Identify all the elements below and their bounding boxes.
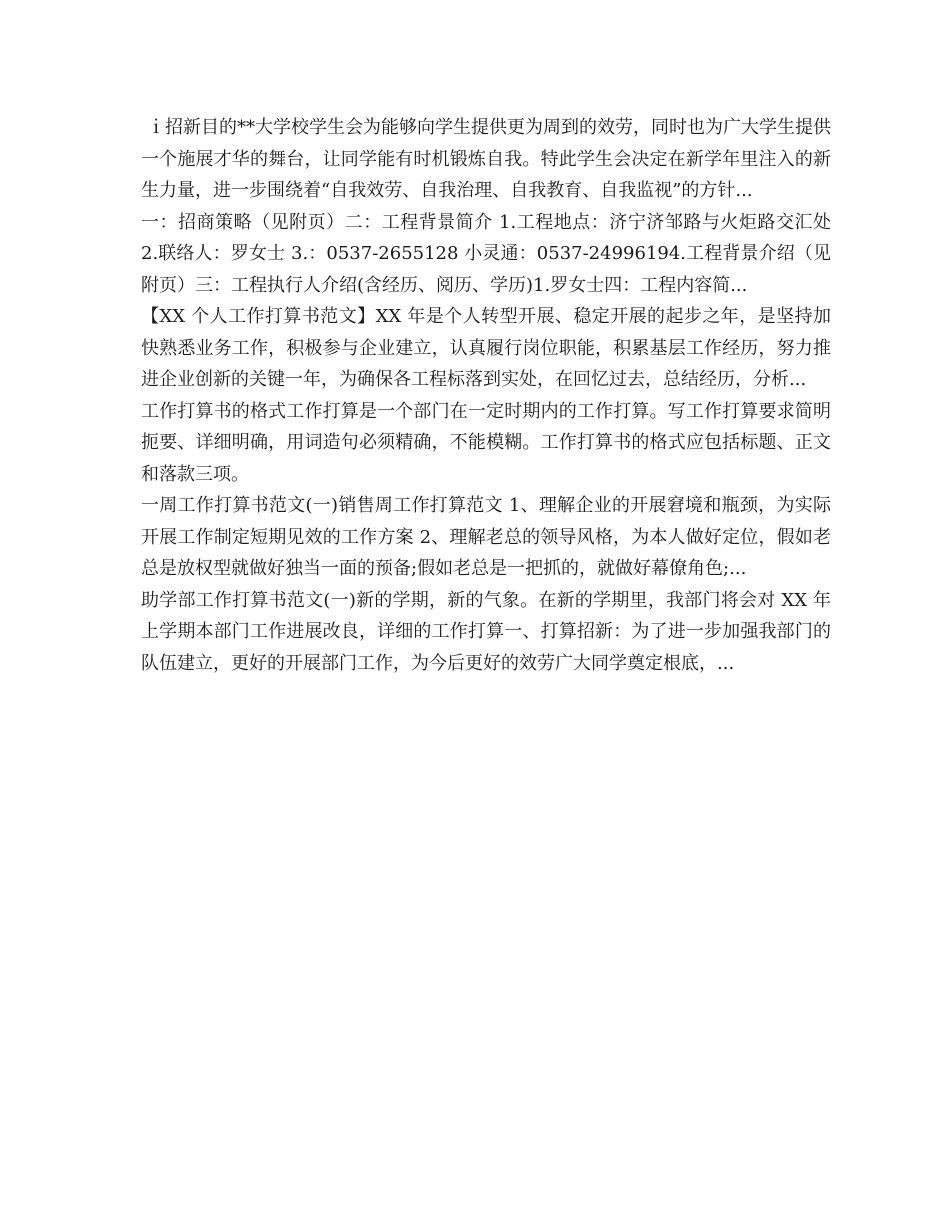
paragraph-work-plan-format: 工作打算书的格式工作打算是一个部门在一定时期内的工作打算。写工作打算要求简明扼要、详细明确，用词造句必须精确，不能模糊。工作打算书的格式应包括标题、正文和落款三项。 <box>141 400 831 485</box>
document-body <box>141 112 831 679</box>
paragraph-student-aid-plan: 助学部工作打算书范文(一)新的学期，新的气象。在新的学期里，我部门将会对 XX 年上学期本部门工作进展改良，详细的工作打算一、打算招新：为了进一步加强我部门的队伍建立，更好的开展部门工作，为今后更好的效劳广大同学奠定根底，... <box>141 589 831 674</box>
paragraph-personal-work-plan: 【XX 个人工作打算书范文】XX 年是个人转型开展、稳定开展的起步之年，是坚持加快熟悉业务工作，积极参与企业建立，认真履行岗位职能，积累基层工作经历，努力推进企业创新的关键一年，为确保各工程标落到实处，在回忆过去，总结经历，分析... <box>141 306 831 390</box>
paragraph-recruitment-purpose: ｉ招新目的**大学校学生会为能够向学生提供更为周到的效劳，同时也为广大学生提供一个施展才华的舞台，让同学能有时机锻炼自我。特此学生会决定在新学年里注入的新生力量，进一步围绕着“自我效劳、自我治理、自我教育、自我监视”的方针... <box>141 117 831 201</box>
paragraph-weekly-sales-plan: 一周工作打算书范文(一)销售周工作打算范文 1、理解企业的开展窘境和瓶颈，为实际开展工作制定短期见效的工作方案 2、理解老总的领导风格，为本人做好定位，假如老总是放权型就做好独当一面的预备;假如老总是一把抓的，就做好幕僚角色;... <box>141 495 831 579</box>
paragraph-investment-strategy: 一：招商策略（见附页）二：工程背景简介 1.工程地点：济宁济邹路与火炬路交汇处 2.联络人：罗女士 3.：0537-2655128 小灵通：0537-24996194.工程背景介绍（见附页）三：工程执行人介绍(含经历、阅历、学历)1.罗女士四：工程内容简... <box>141 211 831 296</box>
